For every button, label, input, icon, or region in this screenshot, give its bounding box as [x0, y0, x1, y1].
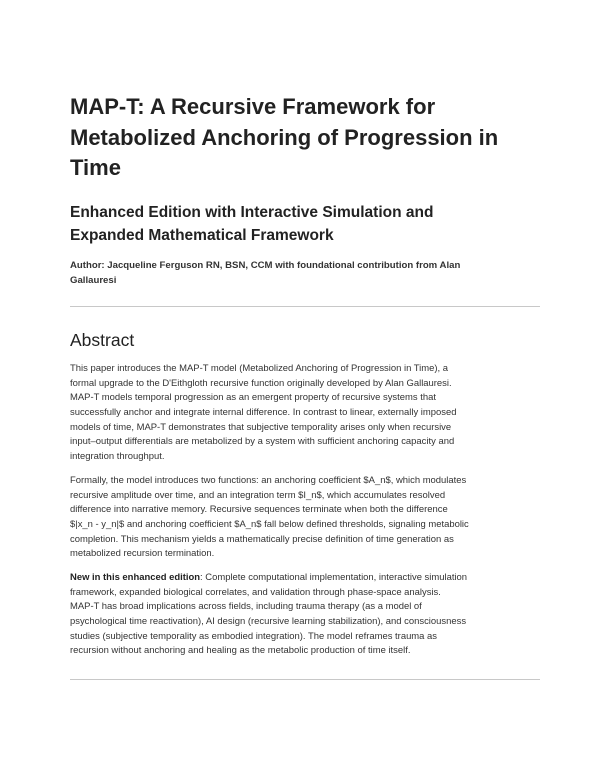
top-divider	[70, 306, 540, 307]
subtitle-line: Enhanced Edition with Interactive Simulation and	[70, 204, 434, 221]
paragraph-line: recursion without anchoring and healing as the metabolic production of time itself.	[70, 645, 411, 657]
bottom-divider	[70, 679, 540, 680]
paragraph-line: metabolized recursion termination.	[70, 548, 215, 560]
paragraph-line: successfully anchor and integrate internal difference. In contrast to linear, externally imposed	[70, 406, 457, 418]
title-line: Metabolized Anchoring of Progression in	[70, 124, 499, 150]
paragraph-line: completion. This mechanism yields a mathematically precise definition of time generation as	[70, 533, 454, 545]
paragraph-line: formal upgrade to the D'Eithgloth recursive function originally developed by Alan Gallauresi.	[70, 377, 452, 389]
paragraph-line: recursive amplitude over time, and an integration term $I_n$, which accumulates resolved	[70, 489, 446, 501]
paragraph-line: studies (subjective temporality as embodied integration). The model reframes trauma as	[70, 630, 438, 642]
enhanced-edition-lead: New in this enhanced edition	[70, 572, 201, 583]
title-line: Time	[70, 155, 121, 180]
paragraph-line: Formally, the model introduces two functions: an anchoring coefficient $A_n$, which modulates	[70, 475, 467, 486]
abstract-paragraph-1	[70, 362, 540, 465]
subtitle-line: Expanded Mathematical Framework	[70, 227, 334, 244]
paragraph-line: integration throughput.	[70, 450, 165, 462]
abstract-paragraph-2	[70, 474, 540, 562]
author-line	[70, 258, 540, 288]
author-text-line: Gallauresi	[70, 275, 117, 286]
title-line: MAP-T: A Recursive Framework for	[70, 94, 436, 119]
enhanced-edition-rest: : Complete computational implementation, interactive simulation	[200, 572, 468, 583]
paragraph-line: This paper introduces the MAP-T model (Metabolized Anchoring of Progression in Time), a	[70, 363, 449, 374]
abstract-paragraph-3	[70, 571, 540, 659]
paper-subtitle	[70, 201, 540, 247]
paper-title	[70, 92, 540, 184]
paragraph-line: difference into narrative memory. Recursive sequences terminate when both the difference	[70, 504, 448, 516]
paragraph-line: psychological time reactivation), AI design (recursive learning stabilization), and consciousness	[70, 615, 467, 627]
paragraph-line: $|x_n - y_n|$ and anchoring coefficient $A_n$ fall below defined thresholds, signaling metabolic	[70, 518, 469, 530]
paragraph-line: framework, expanded biological correlates, and validation through phase-space analysis.	[70, 586, 441, 598]
abstract-heading: Abstract	[70, 330, 135, 350]
paragraph-line: input–output differentials are metabolized by a system with sufficient anchoring capacity and	[70, 436, 455, 448]
author-text-line: Author: Jacqueline Ferguson RN, BSN, CCM with foundational contribution from Alan	[70, 260, 461, 271]
paragraph-line	[70, 571, 540, 586]
paragraph-line: MAP-T has broad implications across fields, including trauma therapy (as a model of	[70, 601, 422, 613]
paragraph-line: MAP-T models temporal progression as an emergent property of recursive systems that	[70, 392, 436, 404]
paragraph-line: models of time, MAP-T demonstrates that subjective temporality arises only when recursive	[70, 421, 452, 433]
